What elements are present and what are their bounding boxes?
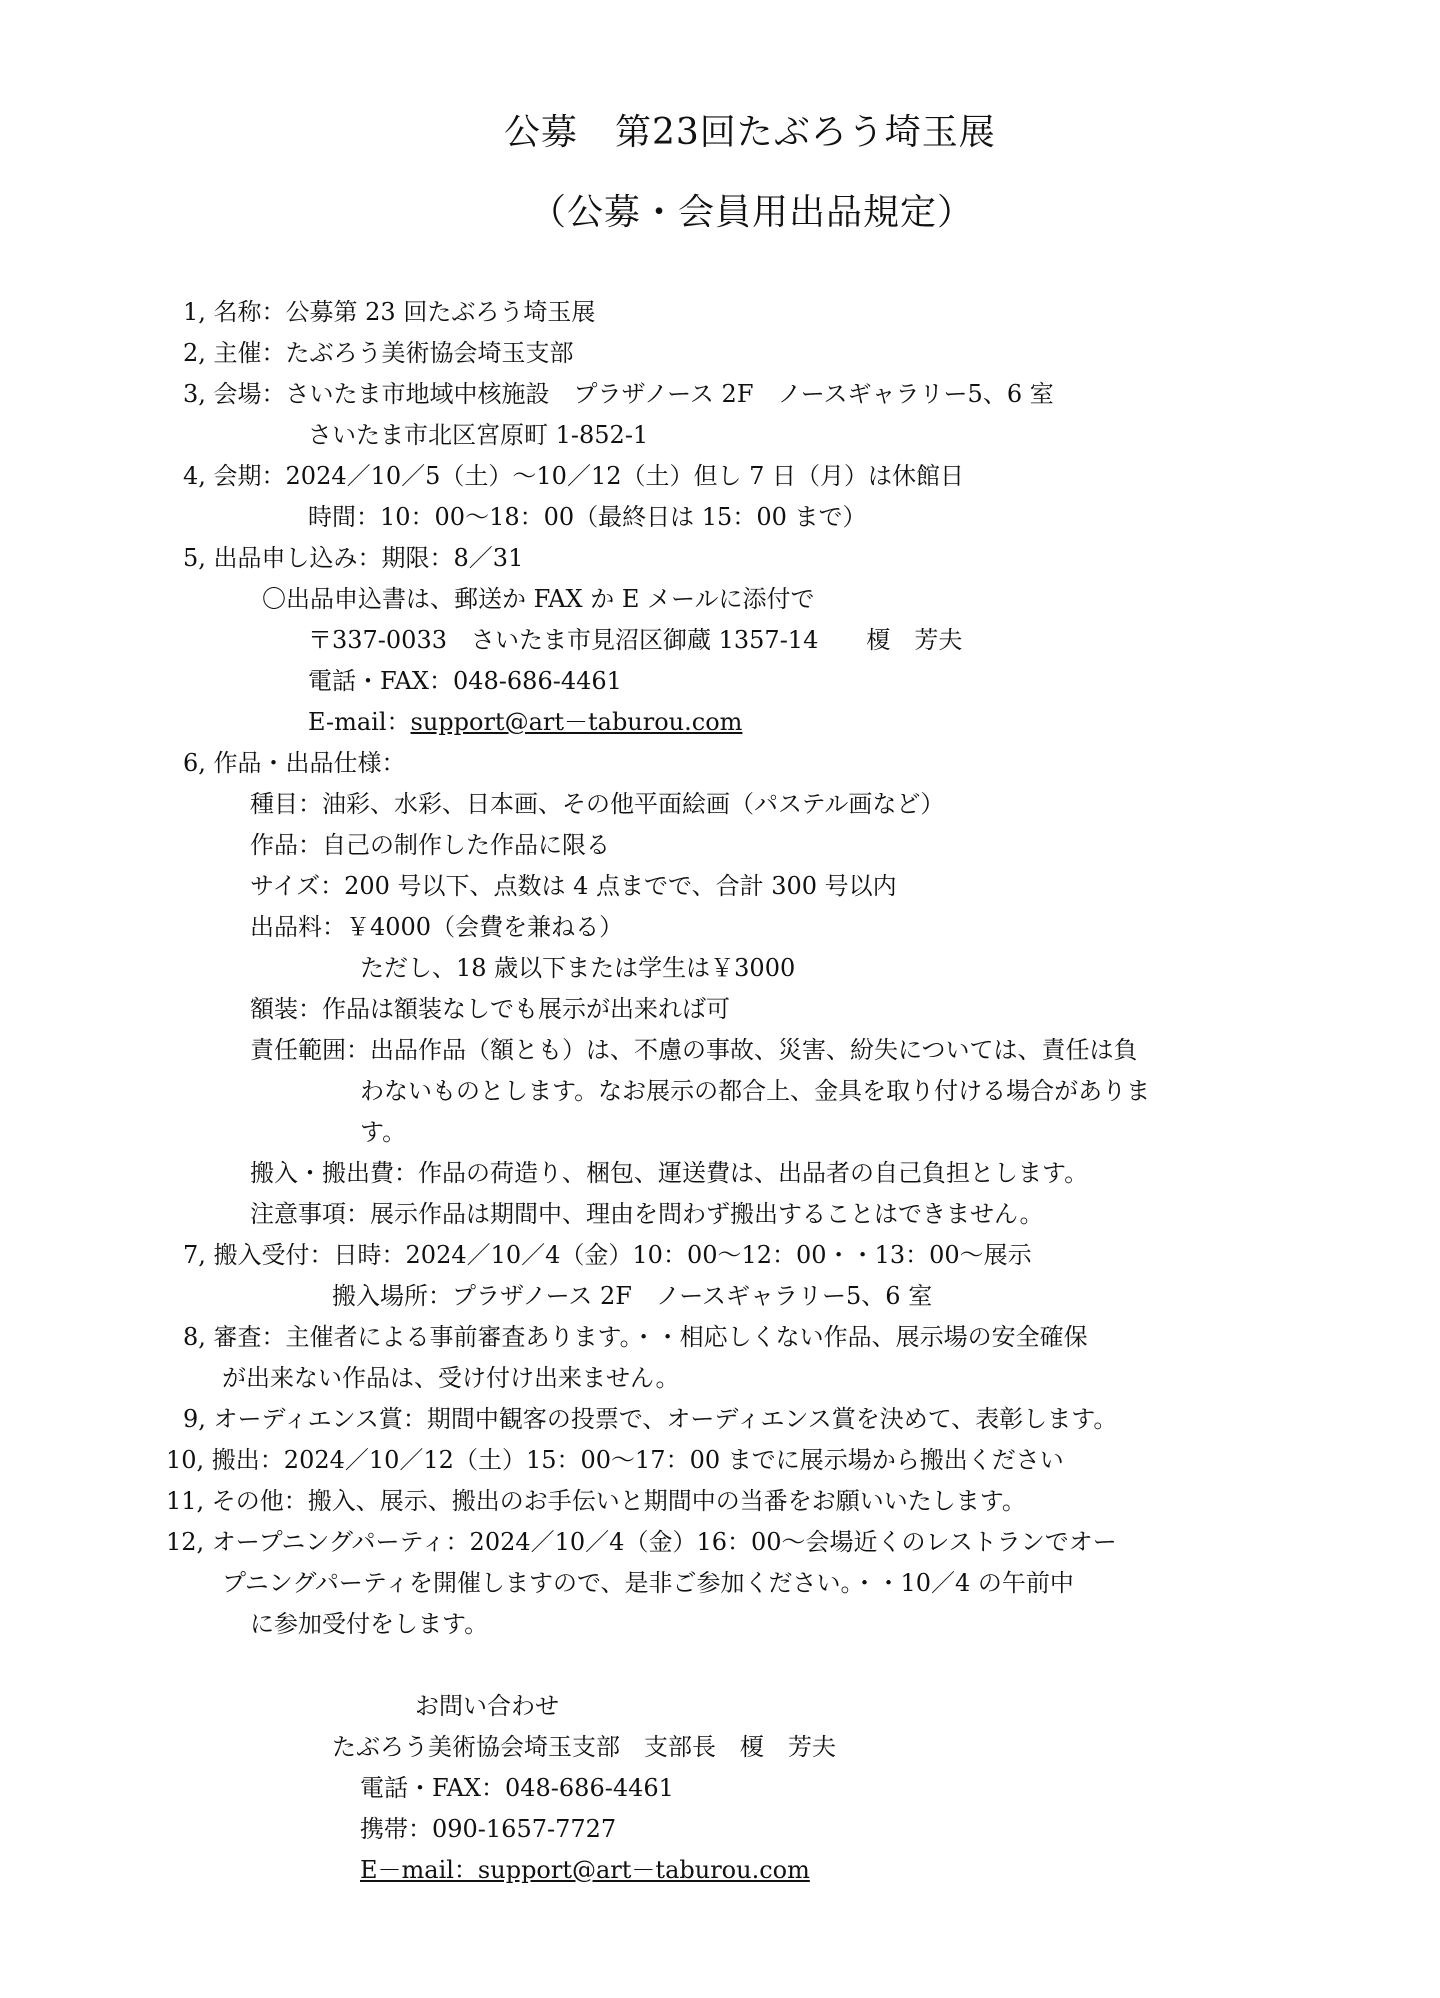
item-6-size: サイズ：200 号以下、点数は 4 点までで、合計 300 号以内 — [250, 872, 897, 900]
item-5-phone: 電話・FAX：048-686-4461 — [308, 667, 622, 695]
item-5-email-label: E-mail： — [308, 708, 411, 736]
item-6-framing: 額装：作品は額装なしでも展示が出来れば可 — [250, 995, 730, 1023]
contact-heading: お問い合わせ — [415, 1692, 559, 1720]
item-4-hours: 時間：10：00～18：00（最終日は 15：00 まで） — [308, 503, 867, 531]
item-12-party-cont: プニングパーティを開催しますので、是非ご参加ください。・・10／4 の午前中 — [222, 1569, 1074, 1597]
item-12-party-end: に参加受付をします。 — [250, 1610, 489, 1638]
contact-org: たぶろう美術協会埼玉支部 支部長 榎 芳夫 — [332, 1733, 836, 1761]
item-4-period: 4, 会期：2024／10／5（土）～10／12（土）但し 7 日（月）は休館日 — [183, 462, 965, 490]
item-3-venue: 3, 会場：さいたま市地域中核施設 プラザノース 2F ノースギャラリー5、6 室 — [183, 380, 1054, 408]
item-5-method: 〇出品申込書は、郵送か FAX か E メールに添付で — [262, 585, 815, 613]
item-7-delivery-place: 搬入場所：プラザノース 2F ノースギャラリー5、6 室 — [332, 1282, 933, 1310]
item-6-notice: 注意事項：展示作品は期間中、理由を問わず搬出することはできません。 — [250, 1200, 1044, 1228]
contact-phone: 電話・FAX：048-686-4461 — [360, 1774, 674, 1802]
item-12-party: 12, オープニングパーティ：2024／10／4（金）16：00～会場近くのレストランでオー — [166, 1528, 1117, 1556]
page-subtitle: （公募・会員用出品規定） — [530, 192, 975, 233]
item-5-postal-address: 〒337-0033 さいたま市見沼区御蔵 1357-14 榎 芳夫 — [308, 626, 963, 654]
item-8-review-cont: が出来ない作品は、受け付け出来ません。 — [222, 1364, 680, 1392]
item-8-review: 8, 審査：主催者による事前審査あります。・・相応しくない作品、展示場の安全確保 — [183, 1323, 1088, 1351]
item-6-shipping-cost: 搬入・搬出費：作品の荷造り、梱包、運送費は、出品者の自己負担とします。 — [250, 1159, 1089, 1187]
item-1-name: 1, 名称：公募第 23 回たぶろう埼玉展 — [183, 298, 596, 326]
contact-mobile: 携帯：090-1657-7727 — [360, 1815, 617, 1843]
item-6-liability: 責任範囲：出品作品（額とも）は、不慮の事故、災害、紛失については、責任は負 — [250, 1036, 1138, 1064]
item-9-audience-award: 9, オーディエンス賞：期間中観客の投票で、オーディエンス賞を決めて、表彰します。 — [183, 1405, 1118, 1433]
item-6-works: 作品：自己の制作した作品に限る — [250, 831, 610, 859]
item-6-liability-end: す。 — [360, 1118, 407, 1146]
item-10-pickup: 10, 搬出：2024／10／12（土）15：00～17：00 までに展示場から搬出ください — [166, 1446, 1064, 1474]
item-3-address: さいたま市北区宮原町 1-852-1 — [308, 421, 649, 449]
item-5-email-link[interactable]: support@art－taburou.com — [410, 708, 743, 736]
item-5-application: 5, 出品申し込み：期限：8／31 — [183, 544, 524, 572]
item-5-email — [308, 706, 742, 738]
item-7-delivery: 7, 搬入受付：日時：2024／10／4（金）10：00～12：00・・13：00～展示 — [183, 1241, 1032, 1269]
contact-email-link[interactable]: E－mail：support@art－taburou.com — [360, 1856, 810, 1884]
item-11-other: 11, その他：搬入、展示、搬出のお手伝いと期間中の当番をお願いいたします。 — [166, 1487, 1026, 1515]
item-6-fee: 出品料：￥4000（会費を兼ねる） — [250, 913, 624, 941]
item-2-organizer: 2, 主催：たぶろう美術協会埼玉支部 — [183, 339, 574, 367]
item-6-liability-cont: わないものとします。なお展示の都合上、金具を取り付ける場合がありま — [360, 1077, 1151, 1105]
page-title: 公募 第23回たぶろう埼玉展 — [504, 112, 996, 153]
item-6-fee-discount: ただし、18 歳以下または学生は￥3000 — [360, 954, 796, 982]
item-6-spec-heading: 6, 作品・出品仕様： — [183, 749, 406, 777]
item-6-category: 種目：油彩、水彩、日本画、その他平面絵画（パステル画など） — [250, 790, 945, 818]
